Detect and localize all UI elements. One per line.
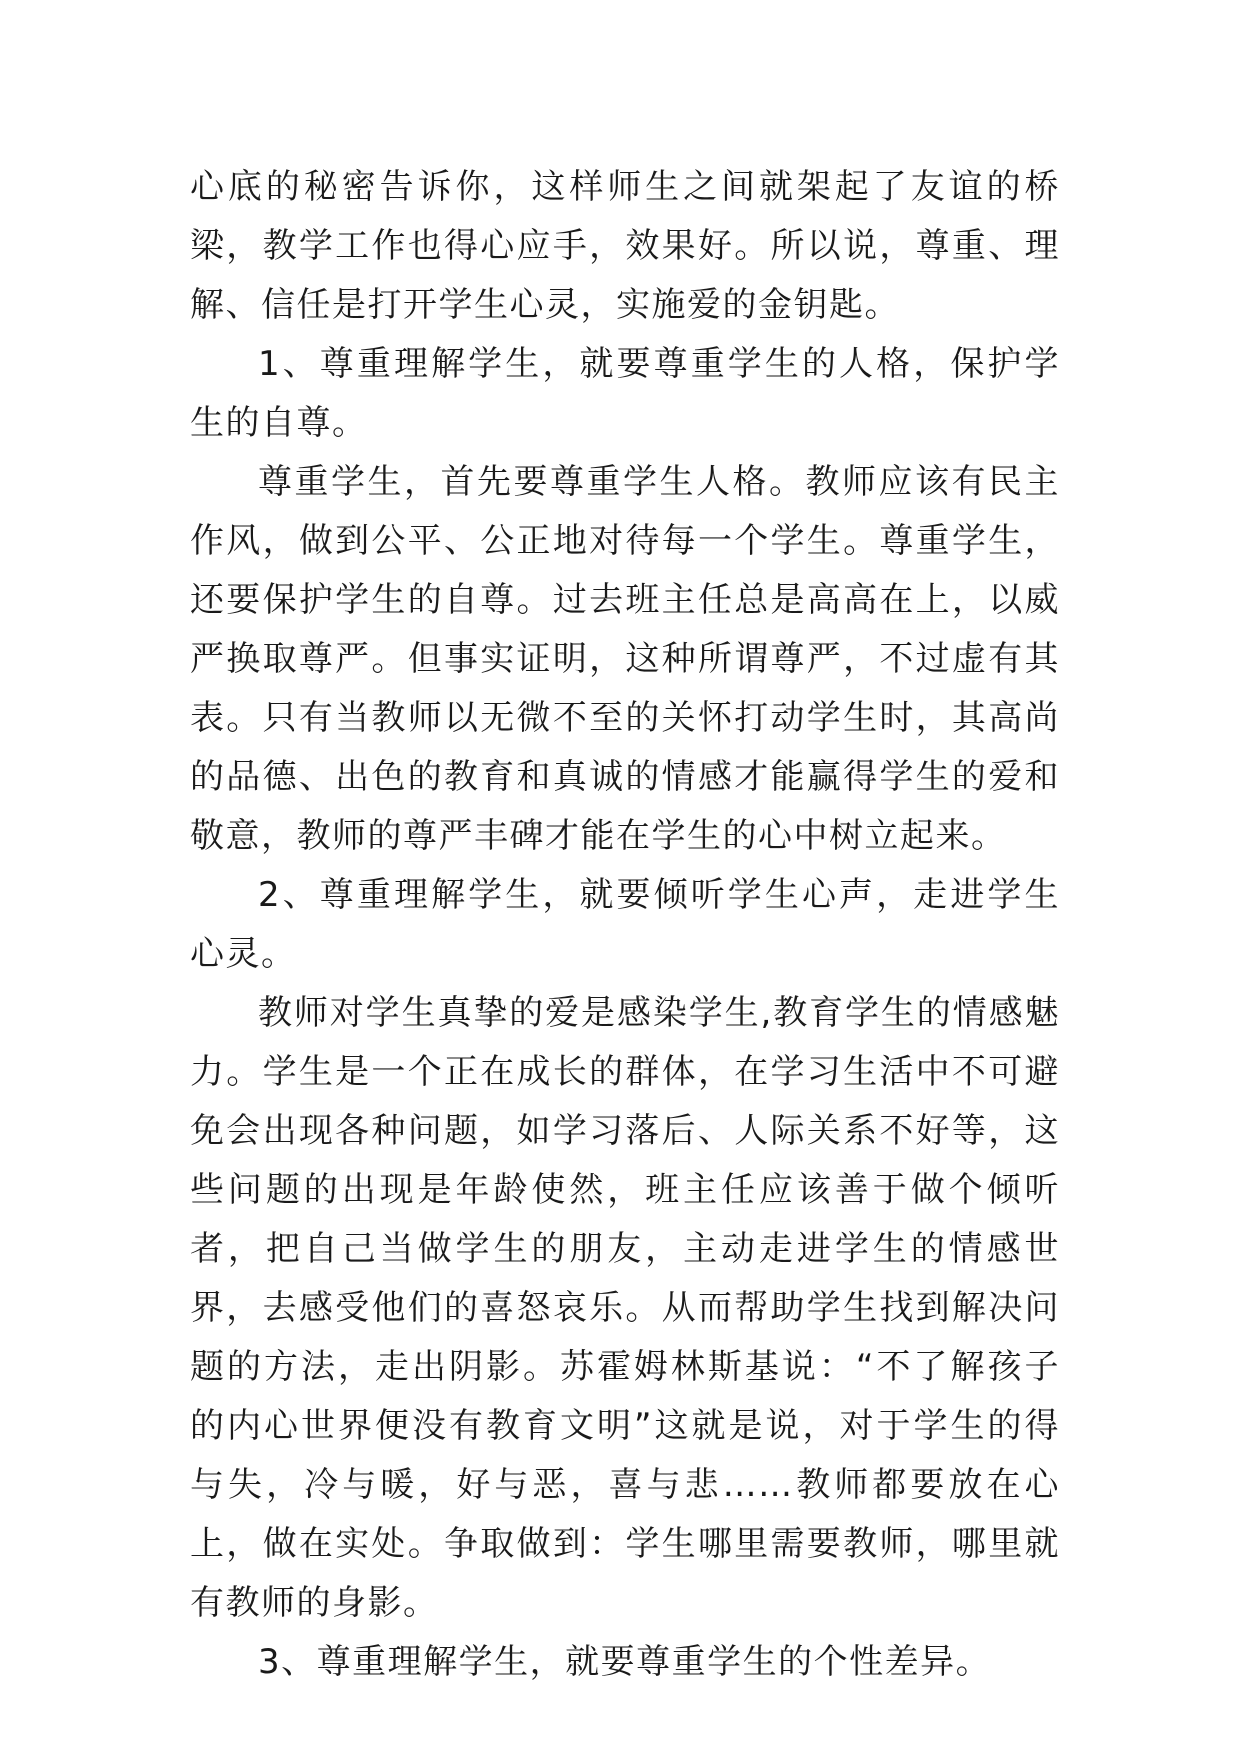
paragraph-listen-to-students: 教师对学生真挚的爱是感染学生,教育学生的情感魅力。学生是一个正在成长的群体，在学习生活中不可避免会出现各种问题，如学习落后、人际关系不好等，这些问题的出现是年龄使然，班主任应该善于做个倾听者，把自己当做学生的朋友，主动走进学生的情感世界，去感受他们的喜怒哀乐。从而帮助学生找到解决问题的方法，走出阴影。苏霍姆林斯基说：“不了解孩子的内心世界便没有教育文明”这就是说，对于学生的得与失，冷与暖，好与恶，喜与悲……教师都要放在心上，做在实处。争取做到：学生哪里需要教师，哪里就有教师的身影。 (190, 993, 1060, 1623)
section-heading-3: 3、尊重理解学生，就要尊重学生的个性差异。 (258, 1642, 992, 1682)
section-heading-1: 1、尊重理解学生，就要尊重学生的人格，保护学生的自尊。 (190, 344, 1060, 443)
paragraph-continuation: 心底的秘密告诉你，这样师生之间就架起了友谊的桥梁，教学工作也得心应手，效果好。所以说，尊重、理解、信任是打开学生心灵，实施爱的金钥匙。 (190, 167, 1060, 325)
paragraph-respect-personality: 尊重学生，首先要尊重学生人格。教师应该有民主作风，做到公平、公正地对待每一个学生。尊重学生，还要保护学生的自尊。过去班主任总是高高在上，以威严换取尊严。但事实证明，这种所谓尊严，不过虚有其表。只有当教师以无微不至的关怀打动学生时，其高尚的品德、出色的教育和真诚的情感才能赢得学生的爱和敬意，教师的尊严丰碑才能在学生的心中树立起来。 (190, 462, 1060, 856)
section-heading-2: 2、尊重理解学生，就要倾听学生心声，走进学生心灵。 (190, 875, 1060, 974)
document-body (190, 158, 1060, 1692)
